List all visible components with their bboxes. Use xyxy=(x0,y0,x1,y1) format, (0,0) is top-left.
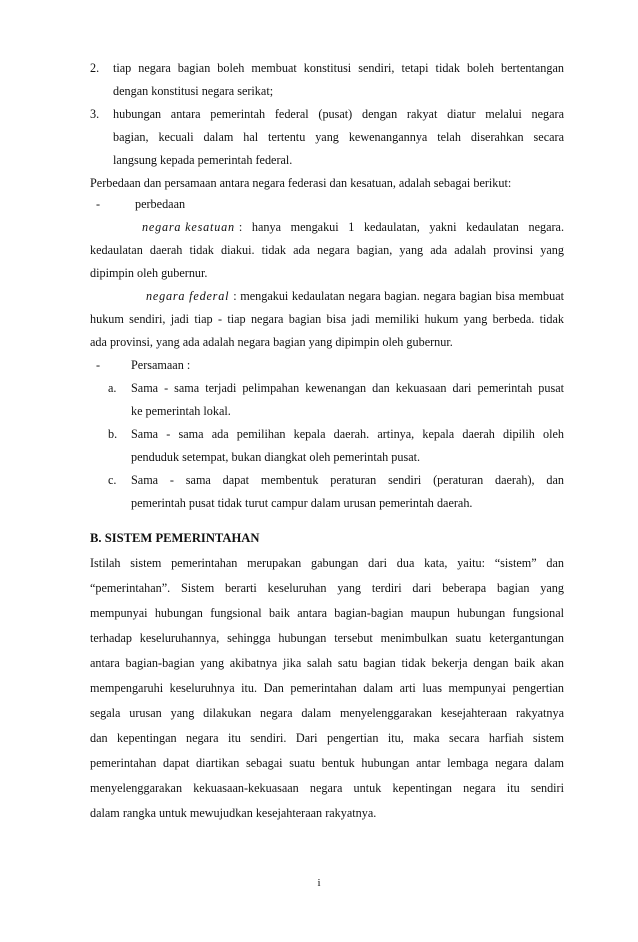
list-marker: b. xyxy=(108,427,118,441)
section-b-line: mempengaruhi keseluruhnya itu. Dan pemerintahan dalam arti luas mempunyai pengertian xyxy=(90,681,564,695)
intro-paragraph: Perbedaan dan persamaan antara negara federasi dan kesatuan, adalah sebagai berikut: xyxy=(90,176,512,190)
list-item-line: Sama - sama ada pemilihan kepala daerah. artinya, kepala daerah dipilih oleh xyxy=(131,427,564,441)
section-b-line: “pemerintahan”. Sistem berarti keseluruhan yang terdiri dari beberapa bagian yang xyxy=(90,581,564,595)
section-b-line: antara bagian-bagian yang akibatnya jika salah satu bagian tidak bekerja dengan baik akan xyxy=(90,656,564,670)
section-b-heading: B. SISTEM PEMERINTAHAN xyxy=(90,531,260,545)
persamaan-heading: Persamaan : xyxy=(131,358,191,372)
federal-line-3: ada provinsi, yang ada adalah negara bagian yang dipimpin oleh gubernur. xyxy=(90,335,453,349)
list-item-line: langsung kepada pemerintah federal. xyxy=(113,153,293,167)
list-item-line: penduduk setempat, bukan diangkat oleh pemerintah pusat. xyxy=(131,450,421,464)
page-number: i xyxy=(317,877,321,889)
section-b-line: dalam rangka untuk mewujudkan kesejahteraan rakyatnya. xyxy=(90,806,377,820)
term-negara-federal: negara federal xyxy=(146,289,230,303)
kesatuan-line-1 xyxy=(142,219,564,235)
kesatuan-line-2: kedaulatan daerah tidak diakui. tidak ada negara bagian, yang ada adalah provinsi yang xyxy=(90,243,564,257)
section-b-line: Istilah sistem pemerintahan merupakan gabungan dari dua kata, yaitu: “sistem” dan xyxy=(90,556,564,570)
federal-definition: : mengakui kedaulatan negara bagian. negara bagian bisa membuat xyxy=(233,289,564,303)
list-item-line: ke pemerintah lokal. xyxy=(131,404,231,418)
section-b-line: dan kepentingan negara itu sendiri. Dari pengertian itu, maka secara harfiah sistem xyxy=(90,731,564,745)
list-item-line: bagian, kecuali dalam hal tertentu yang kewenangannya telah diserahkan secara xyxy=(113,130,564,144)
perbedaan-heading: perbedaan xyxy=(135,197,186,211)
section-b-line: terhadap keseluruhannya, sehingga hubungan tersebut menimbulkan suatu ketergantungan xyxy=(90,631,564,645)
section-b-line: mempunyai hubungan fungsional baik antara bagian-bagian maupun hubungan fungsional xyxy=(90,606,564,620)
list-item-line: Sama - sama terjadi pelimpahan kewenangan dan kekuasaan dari pemerintah pusat xyxy=(131,381,564,395)
bullet-dash: - xyxy=(96,197,101,211)
list-marker: c. xyxy=(108,473,117,487)
list-marker: 2. xyxy=(90,61,100,75)
bullet-dash: - xyxy=(96,358,101,372)
list-item-line: Sama - sama dapat membentuk peraturan sendiri (peraturan daerah), dan xyxy=(131,473,564,487)
federal-line-2: hukum sendiri, jadi tiap - tiap negara bagian bisa jadi memiliki hukum yang berbeda. tidak xyxy=(90,312,564,326)
kesatuan-definition: : hanya mengakui 1 kedaulatan, yakni kedaulatan negara. xyxy=(238,220,564,234)
list-marker: 3. xyxy=(90,107,100,121)
federal-line-1 xyxy=(146,288,564,304)
term-negara-kesatuan: negara kesatuan xyxy=(142,220,235,234)
list-item-line: tiap negara bagian boleh membuat konstitusi sendiri, tetapi tidak boleh bertentangan xyxy=(113,61,564,75)
list-marker: a. xyxy=(108,381,117,395)
list-item-line: pemerintah pusat tidak turut campur dalam urusan pemerintah daerah. xyxy=(131,496,473,510)
section-b-line: menyelenggarakan kekuasaan-kekuasaan negara untuk kepentingan negara itu sendiri xyxy=(90,781,564,795)
section-b-line: segala urusan yang dilakukan negara dalam menyelenggarakan kesejahteraan rakyatnya xyxy=(90,706,564,720)
list-item-line: dengan konstitusi negara serikat; xyxy=(113,84,274,98)
list-item-line: hubungan antara pemerintah federal (pusat) dengan rakyat diatur melalui negara xyxy=(113,107,564,121)
section-b-line: pemerintahan dapat diartikan sebagai suatu bentuk hubungan antar lembaga negara dalam xyxy=(90,756,564,770)
kesatuan-line-3: dipimpin oleh gubernur. xyxy=(90,266,208,280)
